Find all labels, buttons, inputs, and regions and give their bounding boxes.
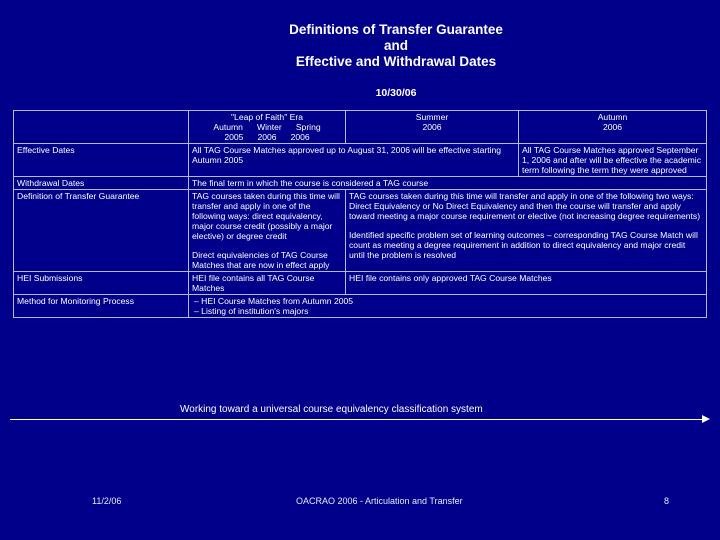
table-row [14,144,707,177]
title-line-2: and [383,38,408,53]
title-line-3: Effective and Withdrawal Dates [295,54,497,69]
header-blank-cell [14,111,189,144]
table-row [14,177,707,190]
slide-title [0,22,720,70]
era-years: 2005 2006 2006 [224,132,310,142]
row-label-definition: Definition of Transfer Guarantee [14,190,189,272]
row-label-monitoring: Method for Monitoring Process [14,295,189,318]
list-item: – Listing of institution's majors [204,306,703,316]
header-autumn-cell: Autumn 2006 [519,111,707,144]
arrow-head-icon [702,415,710,423]
progress-arrow [10,404,710,428]
header-summer-cell: Summer 2006 [346,111,519,144]
era-terms: Autumn Winter Spring [213,122,321,132]
hei-later-cell: HEI file contains only approved TAG Course Matches [346,272,707,295]
table-row [14,272,707,295]
title-line-1: Definitions of Transfer Guarantee [289,22,503,37]
definition-later-cell: TAG courses taken during this time will transfer and apply in one of the following two ways: Direct Equivalency or No Direct Equivalency and then the course will transfer and apply toward meeting a major course requirement or elective (not increasing degree requirements) Identified specific problem set of learning outcomes – corresponding TAG Course Match will count as meeting a degree requirement in addition to direct equivalency and major credit until the problem is resolved [346,190,707,272]
effective-dates-autumn-cell: All TAG Course Matches approved September 1, 2006 and after will be effective the academic term following the term they were approved [519,144,707,177]
arrow-line [10,419,702,420]
arrow-label: Working toward a universal course equivalency classification system [180,404,483,415]
slide-date: 10/30/06 [375,87,417,99]
row-label-hei: HEI Submissions [14,272,189,295]
footer-page-number: 8 [664,496,670,506]
definitions-table [13,110,707,318]
table-row [14,190,707,272]
hei-era-cell: HEI file contains all TAG Course Matches [189,272,346,295]
monitoring-list [192,296,703,316]
withdrawal-dates-cell: The final term in which the course is considered a TAG course [189,177,707,190]
header-era-cell [189,111,346,144]
monitoring-cell [189,295,707,318]
effective-dates-cell: All TAG Course Matches approved up to August 31, 2006 will be effective starting Autumn 2005 [189,144,519,177]
table-header-row [14,111,707,144]
row-label-effective: Effective Dates [14,144,189,177]
footer-title: OACRAO 2006 - Articulation and Transfer [296,496,463,506]
era-label: "Leap of Faith" Era [230,112,304,122]
table-row [14,295,707,318]
definition-era-cell: TAG courses taken during this time will transfer and apply in one of the following ways: direct equivalency, major course credit (possibly a major elective) or degree credit Direct equivalencies of TAG Course Matches that are now in effect apply [189,190,346,272]
footer-date: 11/2/06 [92,496,122,506]
row-label-withdrawal: Withdrawal Dates [14,177,189,190]
list-item: – HEI Course Matches from Autumn 2005 [204,296,703,306]
